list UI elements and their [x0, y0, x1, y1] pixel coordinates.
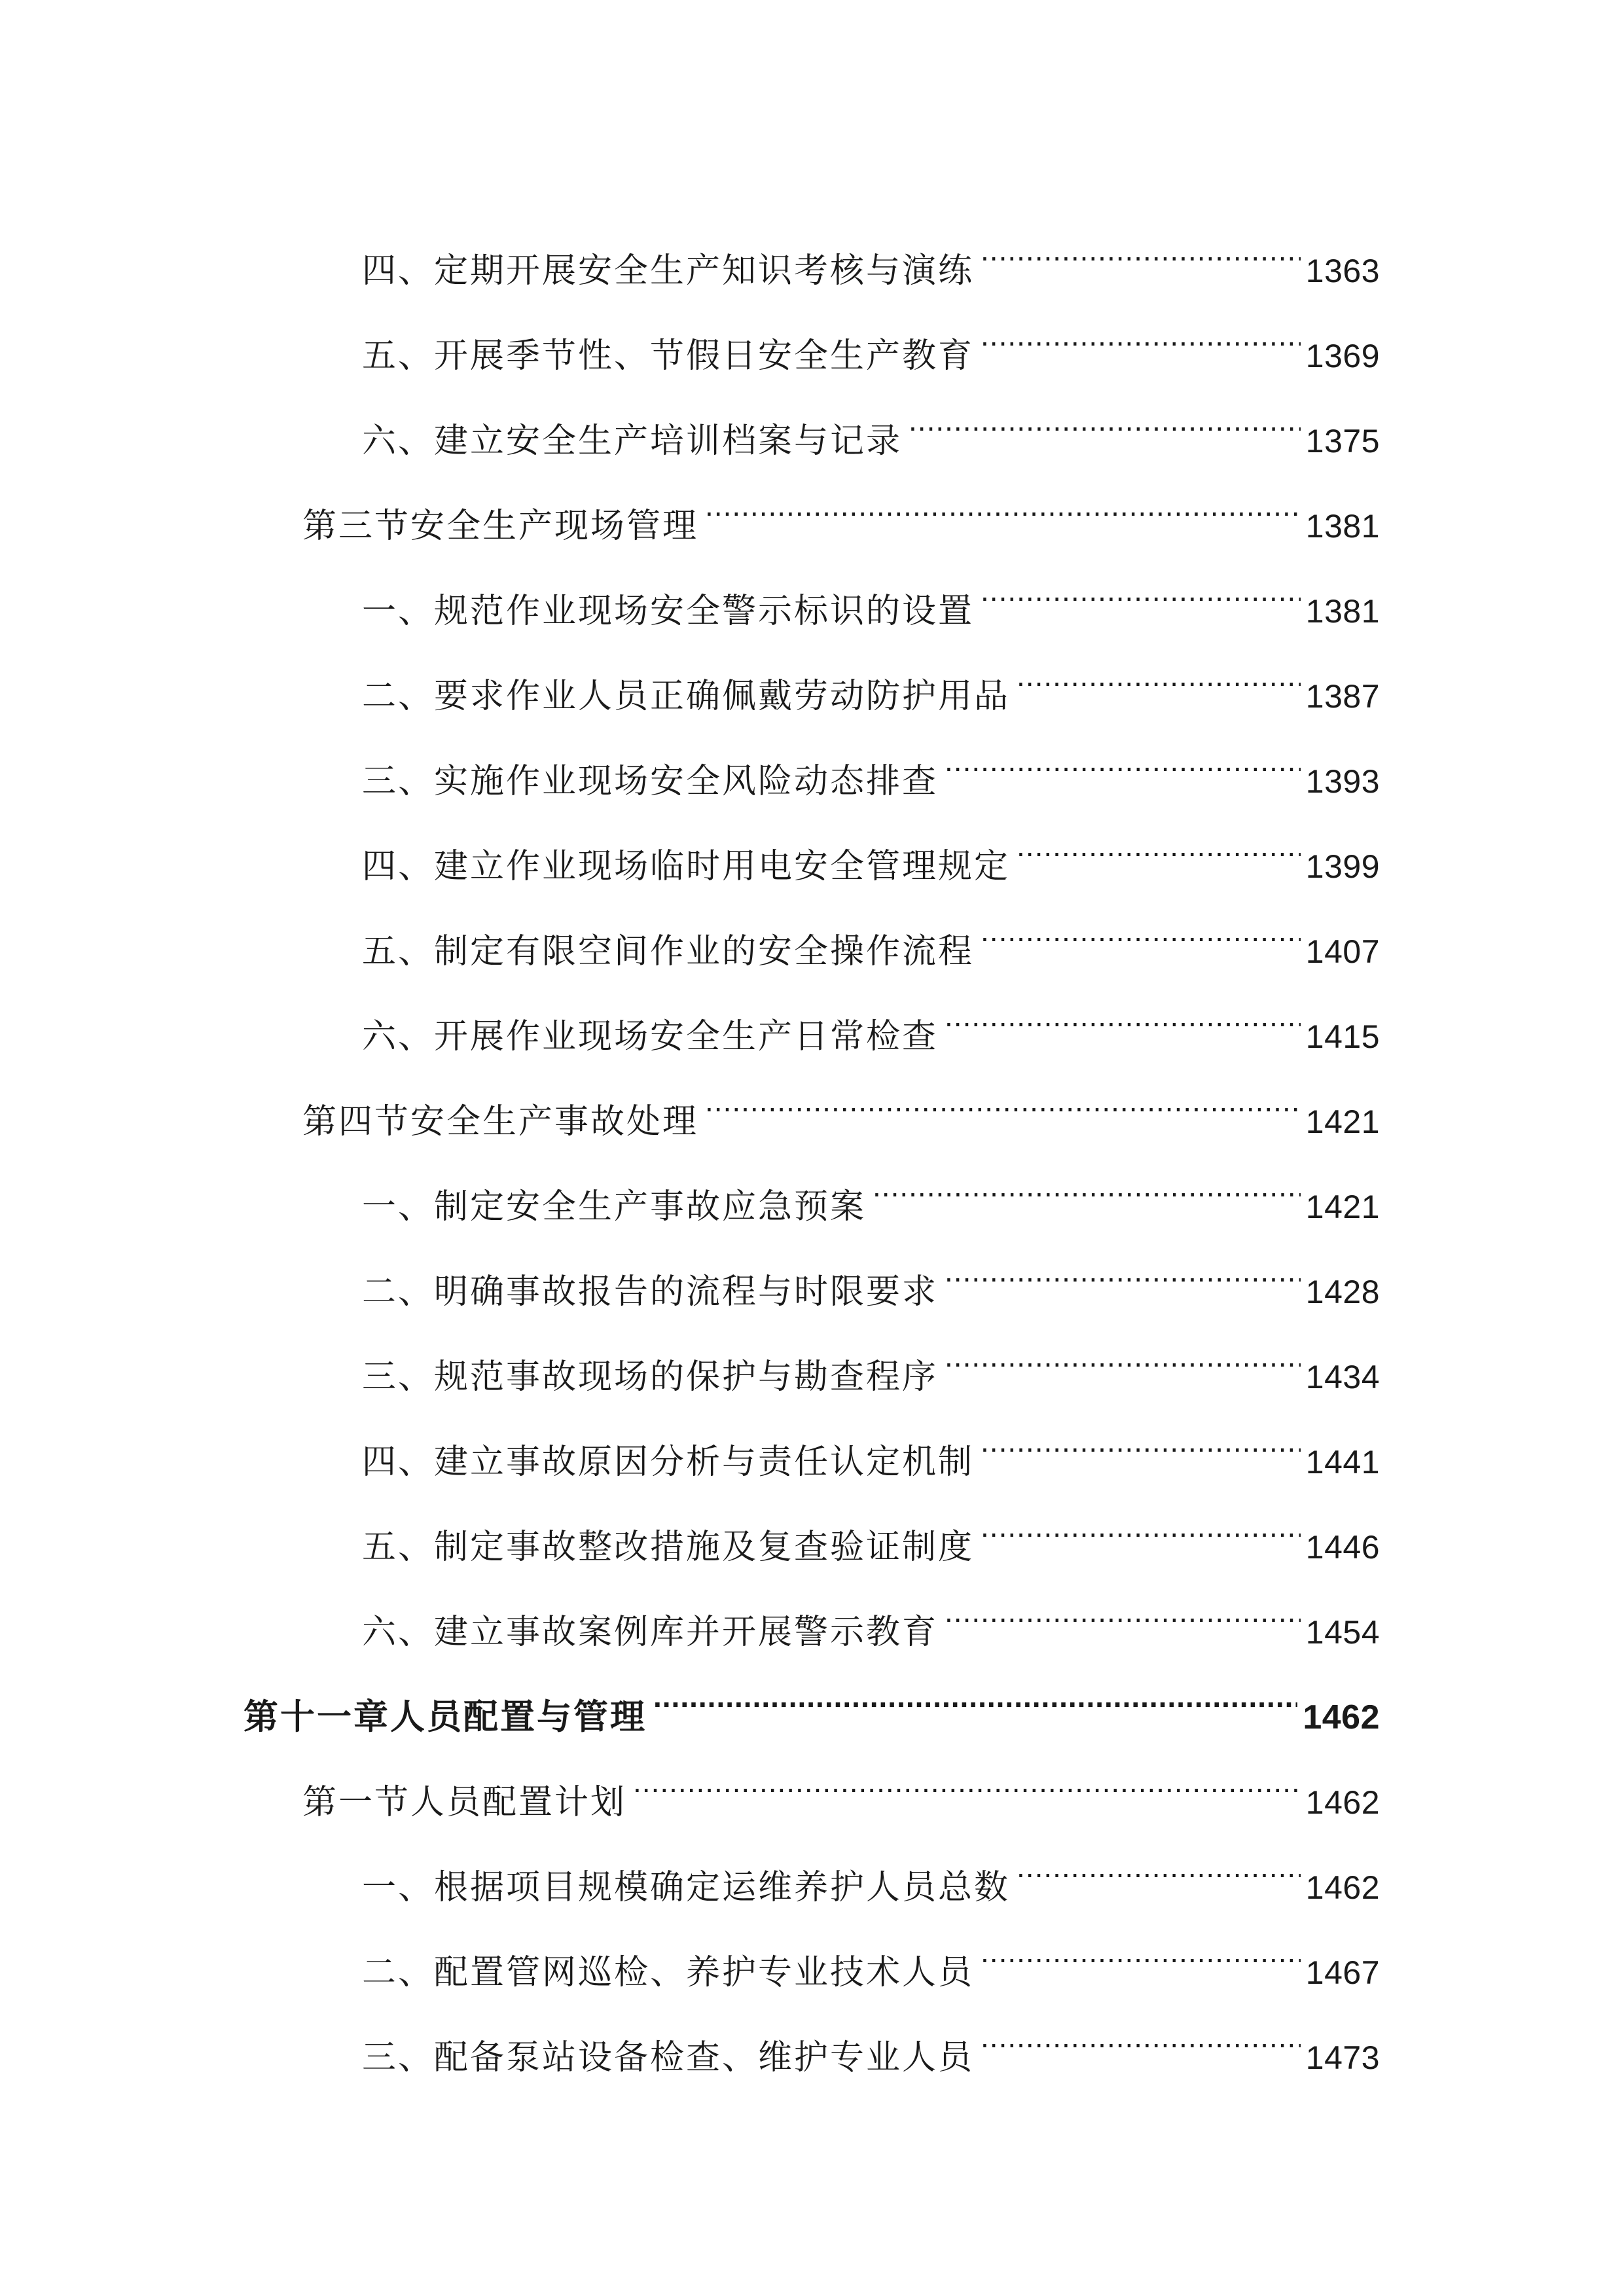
toc-entry-title: 三、规范事故现场的保护与勘查程序: [362, 1357, 939, 1397]
toc-entry-section[interactable]: [0, 1048, 1624, 1141]
toc-entry-page: 1462: [1303, 1698, 1380, 1736]
toc-dot-leader: [981, 1899, 1301, 1984]
toc-entry-title: 六、建立事故案例库并开展警示教育: [362, 1613, 939, 1652]
toc-entry-title: 二、配置管网巡检、养护专业技术人员: [362, 1953, 975, 1992]
toc-entry-page: 1393: [1305, 763, 1380, 800]
toc-entry-page: 1399: [1305, 848, 1380, 885]
toc-entry-page: 1387: [1305, 678, 1380, 715]
toc-entry[interactable]: [0, 1814, 1624, 1907]
toc-dot-leader: [705, 452, 1301, 537]
toc-entry-title: 第一节人员配置计划: [302, 1783, 627, 1822]
toc-entry-page: 1421: [1305, 1103, 1380, 1140]
toc-entry-title: 五、开展季节性、节假日安全生产教育: [362, 336, 975, 376]
toc-entry-page: 1454: [1305, 1614, 1380, 1651]
toc-entry-page: 1446: [1305, 1529, 1380, 1566]
toc-entry-title: 四、建立事故原因分析与责任认定机制: [362, 1443, 975, 1482]
toc-entry-page: 1381: [1305, 593, 1380, 630]
toc-entry-title: 一、制定安全生产事故应急预案: [362, 1187, 867, 1227]
toc-dot-leader: [705, 1048, 1301, 1133]
toc-entry-chapter[interactable]: [0, 1643, 1624, 1737]
toc-entry-title: 三、配备泵站设备检查、维护专业人员: [362, 2038, 975, 2077]
toc-dot-leader: [1017, 1814, 1301, 1899]
toc-dot-leader: [981, 1473, 1301, 1558]
toc-entry-page: 1421: [1305, 1189, 1380, 1225]
toc-entry-title: 二、要求作业人员正确佩戴劳动防护用品: [362, 677, 1011, 716]
toc-dot-leader: [981, 197, 1301, 282]
toc-entry-title: 第十一章人员配置与管理: [244, 1697, 647, 1737]
toc-dot-leader: [909, 367, 1301, 452]
toc-dot-leader: [981, 1984, 1301, 2069]
toc-entry-title: 六、开展作业现场安全生产日常检查: [362, 1017, 939, 1056]
toc-entry-title: 一、根据项目规模确定运维养护人员总数: [362, 1868, 1011, 1907]
toc-entry-title: 一、规范作业现场安全警示标识的设置: [362, 592, 975, 631]
toc-dot-leader: [945, 708, 1301, 793]
toc-entry-title: 第四节安全生产事故处理: [302, 1102, 699, 1141]
toc-entry-page: 1462: [1305, 1869, 1380, 1906]
toc-entry-page: 1434: [1305, 1359, 1380, 1395]
toc-dot-leader: [1017, 622, 1301, 708]
toc-dot-leader: [981, 878, 1301, 963]
toc-dot-leader: [981, 537, 1301, 622]
toc-entry-title: 二、明确事故报告的流程与时限要求: [362, 1272, 939, 1312]
toc-entry-page: 1467: [1305, 1954, 1380, 1991]
toc-dot-leader: [873, 1133, 1301, 1218]
toc-entry-title: 第三节安全生产现场管理: [302, 507, 699, 546]
toc-entry-page: 1415: [1305, 1018, 1380, 1055]
toc-entry-title: 五、制定事故整改措施及复查验证制度: [362, 1528, 975, 1567]
toc-dot-leader: [945, 1218, 1301, 1303]
toc-entry-page: 1462: [1305, 1784, 1380, 1821]
toc-dot-leader: [945, 963, 1301, 1048]
toc-dot-leader: [1017, 793, 1301, 878]
toc-dot-leader: [653, 1643, 1297, 1729]
toc-entry-title: 六、建立安全生产培训档案与记录: [362, 422, 903, 461]
toc-entry-page: 1428: [1305, 1274, 1380, 1310]
toc-entry-page: 1407: [1305, 933, 1380, 970]
toc-entry[interactable]: [0, 537, 1624, 631]
toc-entry-page: 1441: [1305, 1444, 1380, 1480]
toc-dot-leader: [633, 1729, 1301, 1814]
toc-entry[interactable]: [0, 197, 1624, 291]
toc-entry-title: 四、建立作业现场临时用电安全管理规定: [362, 847, 1011, 886]
toc-dot-leader: [945, 1303, 1301, 1388]
toc-entry-page: 1381: [1305, 508, 1380, 545]
toc-dot-leader: [981, 1388, 1301, 1473]
toc-entry-page: 1363: [1305, 253, 1380, 289]
toc-entry-title: 五、制定有限空间作业的安全操作流程: [362, 932, 975, 971]
toc-entry-page: 1473: [1305, 2039, 1380, 2076]
toc-entry-title: 三、实施作业现场安全风险动态排查: [362, 762, 939, 801]
toc-dot-leader: [981, 282, 1301, 367]
table-of-contents: [0, 197, 1624, 2077]
toc-entry-title: 四、定期开展安全生产知识考核与演练: [362, 251, 975, 291]
toc-entry[interactable]: [0, 1133, 1624, 1227]
toc-entry-section[interactable]: [0, 452, 1624, 546]
toc-entry-page: 1369: [1305, 338, 1380, 374]
toc-entry-page: 1375: [1305, 423, 1380, 459]
toc-dot-leader: [945, 1558, 1301, 1643]
